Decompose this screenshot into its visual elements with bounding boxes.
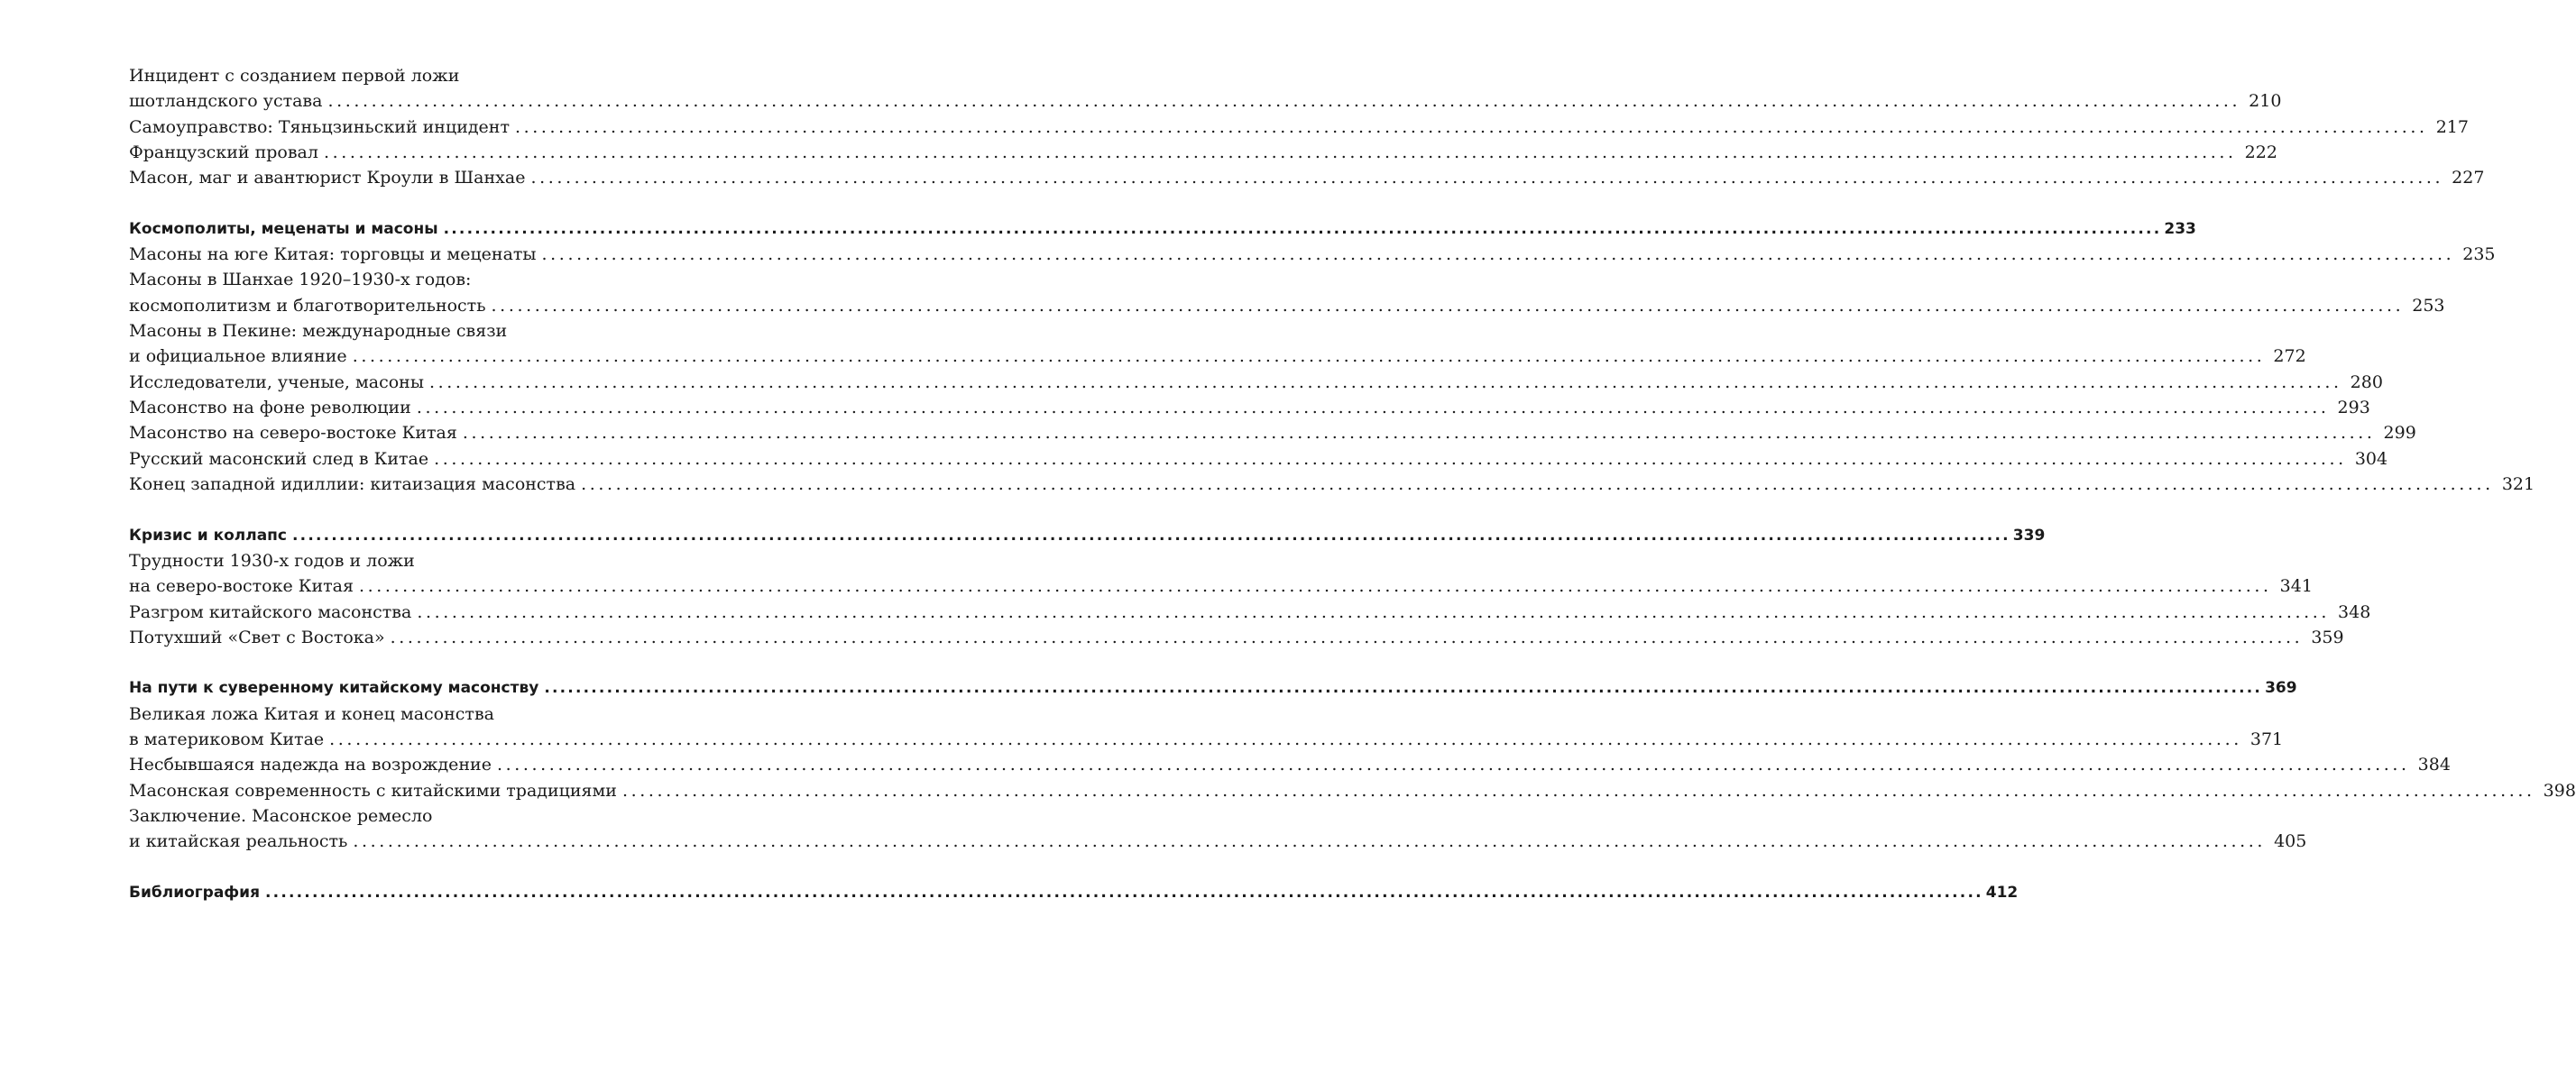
toc-entry-line[interactable] xyxy=(129,140,2277,165)
toc-entry-line-page-number: 348 xyxy=(2338,601,2371,622)
dot-leader: ............................................................................................................................................................................................................................ xyxy=(292,526,2010,545)
toc-section xyxy=(129,523,2371,651)
toc-entry[interactable] xyxy=(129,548,2313,600)
toc-entry-line-text: Французский провал xyxy=(129,142,318,163)
section-spacer xyxy=(129,191,699,216)
toc-entry-line[interactable] xyxy=(129,600,2371,625)
toc-entry-line[interactable] xyxy=(129,293,2445,318)
toc-entry-line-page-number: 280 xyxy=(2350,371,2383,392)
toc-entry[interactable] xyxy=(129,115,2469,140)
toc-entry-line xyxy=(129,548,699,573)
toc-entry-line-text: и китайская реальность xyxy=(129,831,348,852)
toc-entry-line-text: Инцидент с созданием первой ложи xyxy=(129,66,460,86)
chapter-heading[interactable] xyxy=(129,216,2196,242)
dot-leader: ............................................................................................................................................................................................................................ xyxy=(329,729,2242,749)
toc-section xyxy=(129,675,2576,854)
toc-entry-line-text: Масон, маг и авантюрист Кроули в Шанхае xyxy=(129,168,526,188)
toc-entry-line xyxy=(129,63,699,88)
toc-entry-line-text: Несбывшаяся надежда на возрождение xyxy=(129,755,492,775)
toc-entry[interactable] xyxy=(129,318,2306,370)
toc-entry-line[interactable] xyxy=(129,344,2306,369)
toc-entry-line-text: на северо-востоке Китая xyxy=(129,576,354,597)
toc-entry-line[interactable] xyxy=(129,472,2535,497)
chapter-heading[interactable] xyxy=(129,880,2019,905)
toc-entry-line[interactable] xyxy=(129,88,2282,114)
toc-entry-line-page-number: 272 xyxy=(2273,346,2306,367)
toc-entry-line-text: Масонство на фоне революции xyxy=(129,398,411,418)
toc-entry-line[interactable] xyxy=(129,395,2370,420)
section-spacer xyxy=(129,498,699,523)
toc-entry-line-text: в материковом Китае xyxy=(129,729,325,749)
toc-entry-line xyxy=(129,803,699,829)
toc-entry-line[interactable] xyxy=(129,625,2344,650)
dot-leader: ............................................................................................................................................................................................................................ xyxy=(491,295,2405,316)
toc-section xyxy=(129,880,2019,905)
toc-entry[interactable] xyxy=(129,63,2282,115)
toc-entry-line-text: Потухший «Свет с Востока» xyxy=(129,627,385,647)
toc-entry-line-text: Великая ложа Китая и конец масонства xyxy=(129,703,494,724)
toc-entry-line-text: Конец западной идиллии: китаизация масонства xyxy=(129,474,576,495)
toc-entry-line[interactable] xyxy=(129,778,2576,803)
toc-entry-line-text: Масоны в Пекине: международные связи xyxy=(129,321,508,342)
toc-entry[interactable] xyxy=(129,370,2383,395)
toc-entry-line-text: Масонство на северо-востоке Китая xyxy=(129,423,457,444)
toc-entry-line-text: Масонская современность с китайскими традициями xyxy=(129,780,617,801)
dot-leader: ............................................................................................................................................................................................................................ xyxy=(514,116,2428,137)
toc-entry[interactable] xyxy=(129,420,2416,445)
dot-leader: ............................................................................................................................................................................................................................ xyxy=(544,679,2263,698)
toc-entry[interactable] xyxy=(129,242,2496,267)
toc-entry-line-text: Трудности 1930-х годов и ложи xyxy=(129,550,415,571)
dot-leader: ............................................................................................................................................................................................................................ xyxy=(496,755,2410,775)
toc-entry-line[interactable] xyxy=(129,115,2469,140)
chapter-heading-page-number: 233 xyxy=(2164,219,2196,238)
dot-leader: ............................................................................................................................................................................................................................ xyxy=(428,371,2342,392)
toc-entry-line[interactable] xyxy=(129,370,2383,395)
dot-leader: ............................................................................................................................................................................................................................ xyxy=(265,883,1983,902)
toc-entry[interactable] xyxy=(129,395,2370,420)
toc-entry-line-page-number: 253 xyxy=(2412,295,2445,316)
toc-entry-line-text: Масоны в Шанхае 1920–1930-х годов: xyxy=(129,270,472,290)
dot-leader: ............................................................................................................................................................................................................................ xyxy=(390,627,2304,647)
toc-entry[interactable] xyxy=(129,701,2284,753)
dot-leader: ............................................................................................................................................................................................................................ xyxy=(434,448,2347,469)
chapter-heading[interactable] xyxy=(129,523,2046,548)
toc-entry-line[interactable] xyxy=(129,446,2388,472)
dot-leader: ............................................................................................................................................................................................................................ xyxy=(417,601,2331,622)
toc-entry-line[interactable] xyxy=(129,420,2416,445)
chapter-heading-page-number: 369 xyxy=(2265,679,2297,698)
toc-entry[interactable] xyxy=(129,778,2576,803)
toc-entry-line-text: Русский масонский след в Китае xyxy=(129,448,429,469)
toc-entry-line[interactable] xyxy=(129,242,2496,267)
toc-entry-line-text: Разгром китайского масонства xyxy=(129,601,412,622)
toc-entry-line-text: Заключение. Масонское ремесло xyxy=(129,805,433,826)
dot-leader: ............................................................................................................................................................................................................................ xyxy=(416,398,2330,418)
toc-entry-line-page-number: 217 xyxy=(2435,116,2469,137)
chapter-heading-text: На пути к суверенному китайскому масонству xyxy=(129,679,539,698)
toc-entry-line[interactable] xyxy=(129,752,2451,777)
toc-entry[interactable] xyxy=(129,803,2307,855)
dot-leader: ............................................................................................................................................................................................................................ xyxy=(358,576,2272,597)
dot-leader: ............................................................................................................................................................................................................................ xyxy=(352,346,2266,367)
toc-entry-line[interactable] xyxy=(129,727,2284,752)
dot-leader: ............................................................................................................................................................................................................................ xyxy=(621,780,2535,801)
dot-leader: ............................................................................................................................................................................................................................ xyxy=(530,168,2444,188)
toc-entry-line-page-number: 304 xyxy=(2354,448,2388,469)
toc-entry-line-text: Исследователи, ученые, масоны xyxy=(129,371,424,392)
toc-entry-line-page-number: 235 xyxy=(2462,244,2496,265)
toc-entry-line[interactable] xyxy=(129,573,2313,599)
toc-entry-line xyxy=(129,267,699,292)
toc-entry[interactable] xyxy=(129,446,2388,472)
table-of-contents xyxy=(129,63,2576,905)
section-spacer xyxy=(129,650,699,675)
section-spacer xyxy=(129,855,699,880)
toc-section xyxy=(129,216,2535,498)
chapter-heading-text: Кризис и коллапс xyxy=(129,526,288,545)
toc-entry-line xyxy=(129,318,699,344)
toc-entry-line-page-number: 210 xyxy=(2249,91,2282,112)
toc-entry-line-page-number: 222 xyxy=(2244,142,2277,163)
toc-entry-line-text: Самоуправство: Тяньцзиньский инцидент xyxy=(129,116,510,137)
toc-entry[interactable] xyxy=(129,140,2277,165)
toc-entry-line-text: шотландского устава xyxy=(129,91,323,112)
toc-entry[interactable] xyxy=(129,600,2371,625)
toc-entry-line-page-number: 227 xyxy=(2452,168,2485,188)
toc-entry-line-page-number: 321 xyxy=(2501,474,2535,495)
toc-entry-line-page-number: 371 xyxy=(2249,729,2284,749)
toc-section xyxy=(129,63,2485,191)
toc-entry-line-page-number: 341 xyxy=(2279,576,2313,597)
toc-entry-line-page-number: 293 xyxy=(2337,398,2370,418)
toc-entry-line-page-number: 299 xyxy=(2383,423,2416,444)
toc-entry-line-page-number: 384 xyxy=(2417,755,2451,775)
chapter-heading[interactable] xyxy=(129,675,2297,701)
toc-entry-line[interactable] xyxy=(129,829,2307,854)
dot-leader: ............................................................................................................................................................................................................................ xyxy=(327,91,2241,112)
toc-entry-line-text: космополитизм и благотворительность xyxy=(129,295,486,316)
dot-leader: ............................................................................................................................................................................................................................ xyxy=(323,142,2237,163)
dot-leader: ............................................................................................................................................................................................................................ xyxy=(581,474,2494,495)
toc-entry-line-text: и официальное влияние xyxy=(129,346,347,367)
dot-leader: ............................................................................................................................................................................................................................ xyxy=(353,831,2267,852)
chapter-heading-page-number: 339 xyxy=(2012,526,2046,545)
toc-entry-line xyxy=(129,701,699,727)
toc-entry-line-page-number: 398 xyxy=(2543,780,2576,801)
toc-entry[interactable] xyxy=(129,752,2451,777)
toc-entry[interactable] xyxy=(129,472,2535,497)
chapter-heading-text: Космополиты, меценаты и масоны xyxy=(129,219,438,238)
dot-leader: ............................................................................................................................................................................................................................ xyxy=(443,219,2162,238)
toc-entry[interactable] xyxy=(129,267,2445,318)
dot-leader: ............................................................................................................................................................................................................................ xyxy=(541,244,2455,265)
toc-entry[interactable] xyxy=(129,625,2344,650)
toc-entry-line-text: Масоны на юге Китая: торговцы и меценаты xyxy=(129,244,537,265)
dot-leader: ............................................................................................................................................................................................................................ xyxy=(462,423,2376,444)
chapter-heading-page-number: 412 xyxy=(1985,883,2019,902)
chapter-heading-text: Библиография xyxy=(129,883,260,902)
toc-entry[interactable] xyxy=(129,165,2485,190)
toc-entry-line[interactable] xyxy=(129,165,2485,190)
toc-entry-line-page-number: 359 xyxy=(2311,627,2344,647)
toc-entry-line-page-number: 405 xyxy=(2274,831,2307,852)
